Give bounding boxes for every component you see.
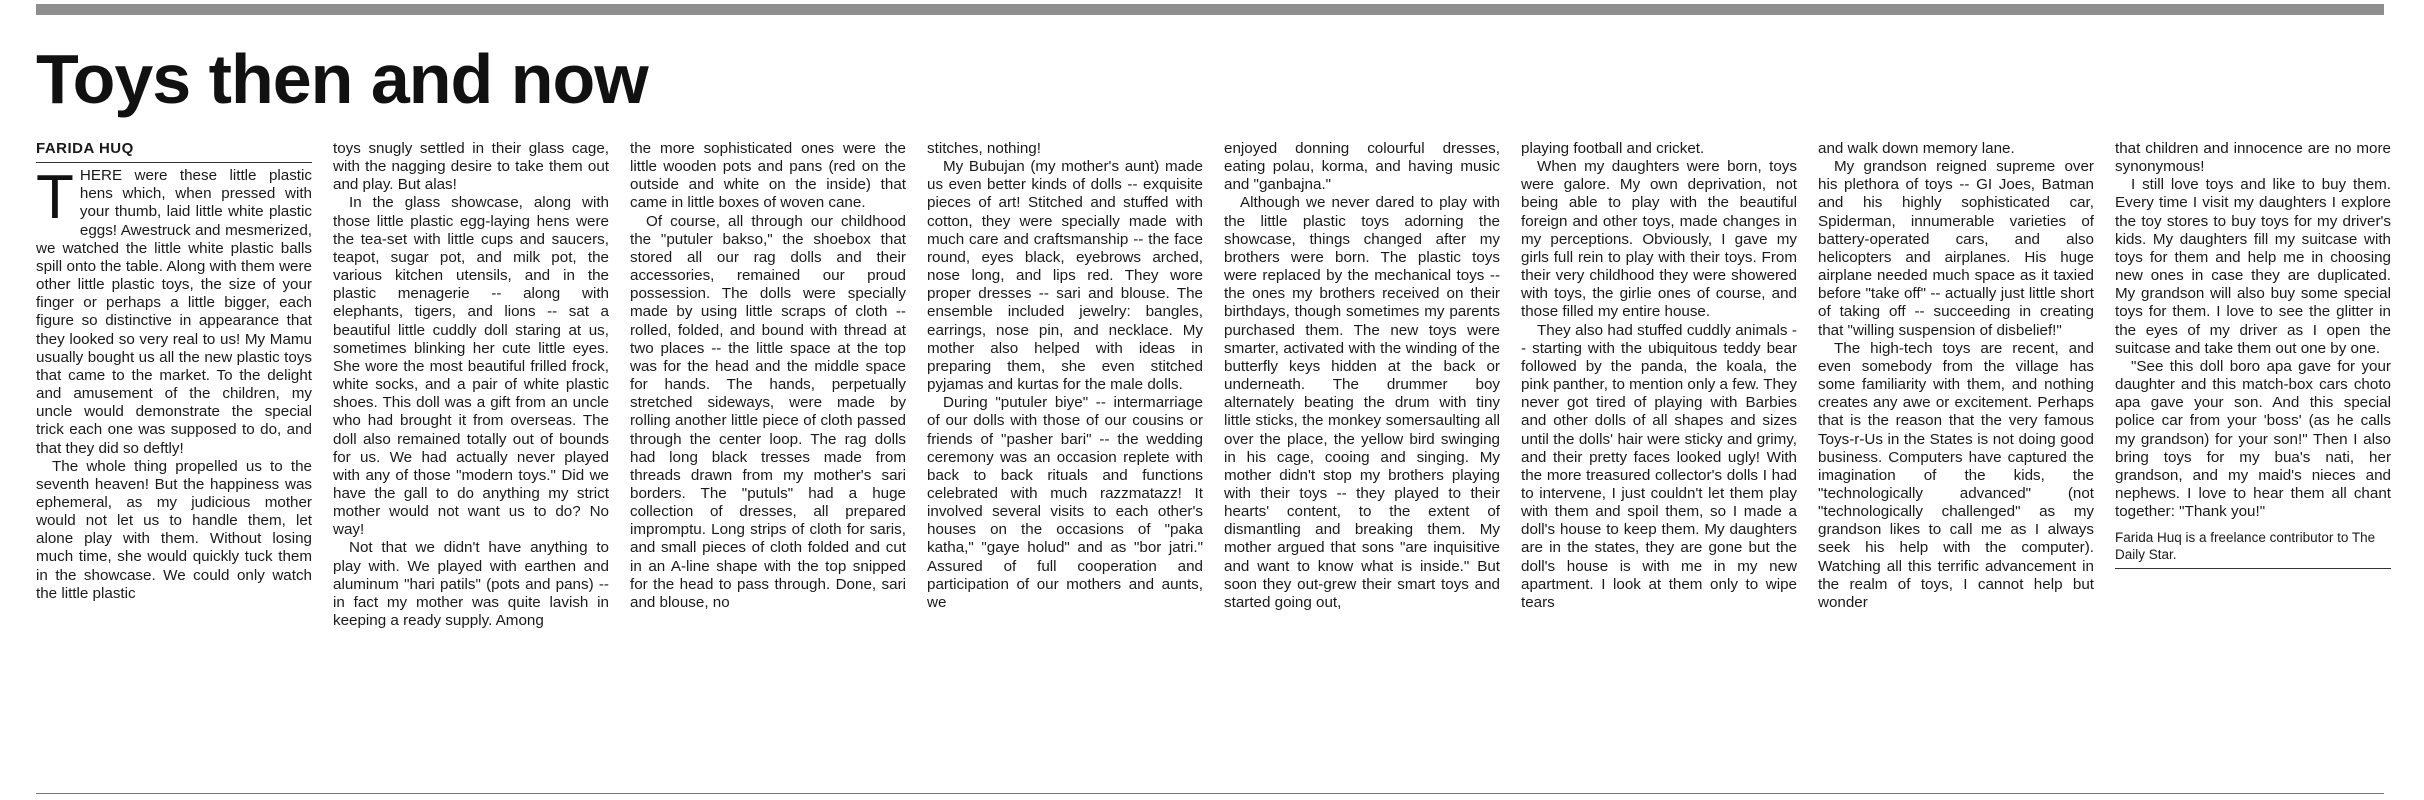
article-column-4 bbox=[927, 140, 1203, 780]
top-rule bbox=[36, 4, 2384, 15]
paragraph: I still love toys and like to buy them. Every time I visit my daughters I explore the toy stores to buy toys for my driver's kids. My daughters fill my suitcase with toys for them and help me in choosing new ones in case they are duplicated. My grandson will also buy some special toys for them. I love to see the glitter in the eyes of my driver as I open the suitcase and take them out one by one. bbox=[2115, 176, 2391, 357]
paragraph: They also had stuffed cuddly animals -- starting with the ubiquitous teddy bear followed by the panda, the koala, the pink panther, to mention only a few. They never got tired of playing with Barbies and other dolls of all shapes and sizes until the dolls' hair were sticky and grimy, and their pretty faces looked ugly! With the more treasured collector's dolls I had to intervene, I just couldn't let them play with them and spoil them, so I made a doll's house to keep them. My daughters are in the states, they are gone but the doll's house is with me in my new apartment. I look at them only to wipe tears bbox=[1521, 321, 1797, 611]
paragraph: My Bubujan (my mother's aunt) made us even better kinds of dolls -- exquisite pieces of art! Stitched and stuffed with cotton, they were specially made with much care and craftsmanship -- the face round, eyes black, eyebrows arched, nose long, and lips red. They wore proper dresses -- sari and blouse. The ensemble included jewelry: bangles, earrings, nose pin, and necklace. My mother also helped with ideas in preparing them, she even stitched pyjamas and kurtas for the male dolls. bbox=[927, 158, 1203, 394]
paragraph: The high-tech toys are recent, and even somebody from the village has some familiarity with them, and nothing creates any awe or excitement. Perhaps that is the reason that the very famous Toys-r-Us in the States is not doing good business. Computers have captured the imagination of the kids, the "technologically advanced" (not "technologically challenged" as my grandson likes to call me as I always seek his help with the computer). Watching all this terrific advancement in the realm of toys, I cannot help but wonder bbox=[1818, 339, 2094, 611]
paragraph: enjoyed donning colourful dresses, eating polau, korma, and having music and "ganbajna." bbox=[1224, 140, 1500, 194]
paragraph: and walk down memory lane. bbox=[1818, 140, 2015, 157]
paragraph: My grandson reigned supreme over his plethora of toys -- GI Joes, Batman and his highly sophisticated car, Spiderman, innumerable varieties of battery-operated cars, and also helicopters and airplanes. His huge airplane needed much space as it taxied before "take off" -- actually just little short of taking off -- succeeding in creating that "willing suspension of disbelief!" bbox=[1818, 158, 2094, 339]
article-column-3 bbox=[630, 140, 906, 780]
bottom-rule bbox=[36, 793, 2384, 794]
headline: Toys then and now bbox=[36, 40, 648, 118]
paragraph: that children and innocence are no more synonymous! bbox=[2115, 140, 2391, 176]
drop-cap: T bbox=[36, 163, 74, 233]
paragraph: In the glass showcase, along with those little plastic egg-laying hens were the tea-set with little cups and saucers, teapot, sugar pot, and milk pot, the various kitchen utensils, and in the plastic menagerie -- along with elephants, tigers, and lions -- sat a beautiful little cuddly doll staring at us, sometimes blinking her cute little eyes. She wore the most beautiful frilled frock, white socks, and a pair of white plastic shoes. This doll was a gift from an uncle who had brought it from overseas. The doll also remained totally out of bounds for us. We had actually never played with any of those "modern toys." Did we have the gall to do anything my strict mother would not want us to do? No way! bbox=[333, 194, 609, 539]
author-bio: Farida Huq is a freelance contributor to The Daily Star. bbox=[2115, 529, 2391, 569]
paragraph bbox=[36, 163, 312, 458]
article-column-5 bbox=[1224, 140, 1500, 780]
paragraph: the more sophisticated ones were the little wooden pots and pans (red on the outside and white on the inside) that came in little boxes of woven cane. bbox=[630, 140, 906, 212]
article-column-2 bbox=[333, 140, 609, 780]
paragraph: stitches, nothing! bbox=[927, 140, 1041, 157]
paragraph: During "putuler biye" -- intermarriage of our dolls with those of our cousins or friends of "pasher bari" -- the wedding ceremony was an occasion replete with back to back rituals and functions celebrated with much razzmatazz! It involved several visits to each other's houses on the occasions of "paka katha," "gaye holud" and as "bor jatri." Assured of full cooperation and participation of our mothers and aunts, we bbox=[927, 394, 1203, 611]
article-column-8 bbox=[2115, 140, 2391, 780]
paragraph-text: HERE were these little plastic hens which, when pressed with your thumb, laid little white plastic eggs! Awestruck and mesmerized, we watched the little white plastic balls spill onto the table. Along with them were other little plastic toys, the size of your finger or perhaps a little bigger, each figure so distinctive in appearance that they looked so very real to us! My Mamu usually bought us all the new plastic toys that came to the market. To the delight and amusement of the children, my uncle would demonstrate the special trick each one was supposed to do, and that they did so deftly! bbox=[36, 167, 312, 457]
byline: FARIDA HUQ bbox=[36, 140, 312, 163]
article-column-1 bbox=[36, 140, 312, 780]
paragraph: The whole thing propelled us to the seventh heaven! But the happiness was ephemeral, as my judicious mother would not let us to handle them, let alone play with them. Without losing much time, she would quickly tuck them in the showcase. We could only watch the little plastic bbox=[36, 457, 312, 602]
paragraph: Of course, all through our childhood the "putuler bakso," the shoebox that stored all our rag dolls and their accessories, remained our proud possession. The dolls were specially made by using little scraps of cloth -- rolled, folded, and bound with thread at two places -- the little space at the top was for the head and the middle space for hands. The hands, perpetually stretched sideways, were made by rolling another little piece of cloth passed through the center loop. The rag dolls had long black tresses made from threads drawn from my mother's sari borders. The "putuls" had a huge collection of dresses, all prepared impromptu. Long strips of cloth for saris, and small pieces of cloth folded and cut in an A-line shape with the top snipped for the head to pass through. Done, sari and blouse, no bbox=[630, 212, 906, 611]
paragraph: playing football and cricket. bbox=[1521, 140, 1705, 157]
article-column-7 bbox=[1818, 140, 2094, 780]
paragraph: toys snugly settled in their glass cage, with the nagging desire to take them out and play. But alas! bbox=[333, 140, 609, 194]
paragraph: Although we never dared to play with the little plastic toys adorning the showcase, things changed after my brothers were born. The plastic toys were replaced by the mechanical toys -- the ones my brothers received on their birthdays, though sometimes my parents purchased them. The new toys were smarter, activated with the winding of the butterfly keys hidden at the back or underneath. The drummer boy alternately beating the drum with tiny little sticks, the monkey somersaulting all over the place, the yellow bird swinging in his cage, cooing and singing. My mother didn't stop my brothers playing with their toys -- they played to their hearts' content, to the extent of dismantling and breaking them. My mother argued that sons "are inquisitive and want to know what is inside." But soon they out-grew their smart toys and started going out, bbox=[1224, 194, 1500, 611]
paragraph: When my daughters were born, toys were galore. My own deprivation, not being able to play with the beautiful foreign and other toys, made changes in my perceptions. Obviously, I gave my girls full rein to play with their toys. From their very childhood they were showered with toys, the girlie ones of course, and those filled my entire house. bbox=[1521, 158, 1797, 321]
paragraph: "See this doll boro apa gave for your daughter and this match-box cars choto apa gave your son. And this special police car from your 'boss' (as he calls my grandson) for your son!" Then I also bring toys for my bua's nati, her grandson, and my maid's nieces and nephews. I love to hear them all chant together: "Thank you!" bbox=[2115, 357, 2391, 521]
paragraph: Not that we didn't have anything to play with. We played with earthen and aluminum "hari patils" (pots and pans) -- in fact my mother was quite lavish in keeping a ready supply. Among bbox=[333, 539, 609, 630]
article-column-6 bbox=[1521, 140, 1797, 780]
